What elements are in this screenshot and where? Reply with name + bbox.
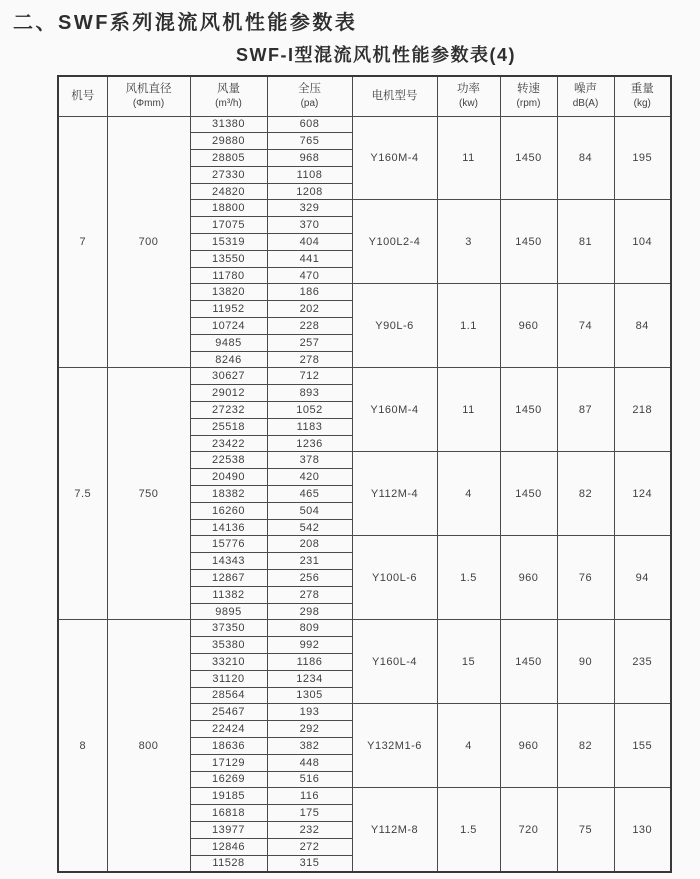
col-header-label: 风机直径 — [125, 83, 172, 96]
motor-model-cell: Y100L2-4 — [352, 200, 437, 284]
airflow-cell: 8246 — [190, 351, 267, 368]
airflow-cell: 11528 — [190, 855, 267, 872]
airflow-cell: 12846 — [190, 838, 267, 855]
col-header-label: 全压 — [298, 83, 321, 96]
pressure-cell: 968 — [267, 150, 352, 167]
power-cell: 11 — [437, 116, 500, 200]
col-header-unit: (Φmm) — [132, 98, 165, 110]
pressure-cell: 382 — [267, 737, 352, 754]
pressure-cell: 257 — [267, 334, 352, 351]
power-cell: 3 — [437, 200, 500, 284]
diameter-cell: 700 — [107, 116, 190, 368]
col-header-unit: (m³/h) — [215, 98, 242, 110]
noise-cell: 82 — [557, 704, 614, 788]
motor-model-cell: Y100L-6 — [352, 536, 437, 620]
power-cell: 1.1 — [437, 284, 500, 368]
airflow-cell: 14136 — [190, 519, 267, 536]
pressure-cell: 208 — [267, 536, 352, 553]
diameter-cell: 800 — [107, 620, 190, 872]
speed-cell: 960 — [500, 284, 557, 368]
airflow-cell: 27232 — [190, 402, 267, 419]
col-header-noise — [557, 76, 614, 116]
airflow-cell: 28805 — [190, 150, 267, 167]
pressure-cell: 256 — [267, 570, 352, 587]
col-header-motor-model — [352, 76, 437, 116]
airflow-cell: 29880 — [190, 133, 267, 150]
airflow-cell: 16818 — [190, 805, 267, 822]
airflow-cell: 27330 — [190, 166, 267, 183]
pressure-cell: 1234 — [267, 670, 352, 687]
pressure-cell: 232 — [267, 821, 352, 838]
airflow-cell: 9485 — [190, 334, 267, 351]
fan-size-cell: 7 — [58, 116, 107, 368]
airflow-cell: 30627 — [190, 368, 267, 385]
airflow-cell: 31380 — [190, 116, 267, 133]
pressure-cell: 404 — [267, 234, 352, 251]
pressure-cell: 202 — [267, 301, 352, 318]
airflow-cell: 25518 — [190, 418, 267, 435]
airflow-cell: 11780 — [190, 267, 267, 284]
pressure-cell: 504 — [267, 502, 352, 519]
motor-model-cell: Y160L-4 — [352, 620, 437, 704]
airflow-cell: 22538 — [190, 452, 267, 469]
airflow-cell: 15776 — [190, 536, 267, 553]
weight-cell: 195 — [614, 116, 671, 200]
pressure-cell: 465 — [267, 486, 352, 503]
speed-cell: 1450 — [500, 620, 557, 704]
diameter-cell: 750 — [107, 368, 190, 620]
weight-cell: 155 — [614, 704, 671, 788]
airflow-cell: 13550 — [190, 250, 267, 267]
airflow-cell: 22424 — [190, 721, 267, 738]
noise-cell: 81 — [557, 200, 614, 284]
airflow-cell: 15319 — [190, 234, 267, 251]
airflow-cell: 13977 — [190, 821, 267, 838]
col-header-label: 机号 — [71, 89, 95, 102]
pressure-cell: 765 — [267, 133, 352, 150]
col-header-unit: dB(A) — [572, 98, 599, 110]
pressure-cell: 542 — [267, 519, 352, 536]
pressure-cell: 272 — [267, 838, 352, 855]
col-header-airflow — [190, 76, 267, 116]
airflow-cell: 35380 — [190, 637, 267, 654]
noise-cell: 87 — [557, 368, 614, 452]
airflow-cell: 18636 — [190, 737, 267, 754]
airflow-cell: 18382 — [190, 486, 267, 503]
col-header-label: 噪声 — [574, 83, 597, 96]
speed-cell: 1450 — [500, 116, 557, 200]
noise-cell: 84 — [557, 116, 614, 200]
col-header-unit: (kg) — [633, 98, 651, 110]
airflow-cell: 25467 — [190, 704, 267, 721]
pressure-cell: 315 — [267, 855, 352, 872]
col-header-weight — [614, 76, 671, 116]
airflow-cell: 11952 — [190, 301, 267, 318]
col-header-label: 重量 — [630, 83, 654, 96]
weight-cell: 104 — [614, 200, 671, 284]
pressure-cell: 378 — [267, 452, 352, 469]
airflow-cell: 24820 — [190, 183, 267, 200]
pressure-cell: 278 — [267, 586, 352, 603]
col-header-label: 功率 — [457, 83, 480, 96]
motor-model-cell: Y132M1-6 — [352, 704, 437, 788]
pressure-cell: 448 — [267, 754, 352, 771]
pressure-cell: 441 — [267, 250, 352, 267]
airflow-cell: 17129 — [190, 754, 267, 771]
power-cell: 1.5 — [437, 536, 500, 620]
motor-model-cell: Y160M-4 — [352, 116, 437, 200]
pressure-cell: 992 — [267, 637, 352, 654]
pressure-cell: 228 — [267, 318, 352, 335]
col-header-label: 电机型号 — [371, 89, 418, 102]
weight-cell: 84 — [614, 284, 671, 368]
weight-cell: 235 — [614, 620, 671, 704]
speed-cell: 1450 — [500, 452, 557, 536]
pressure-cell: 278 — [267, 351, 352, 368]
airflow-cell: 31120 — [190, 670, 267, 687]
airflow-cell: 29012 — [190, 385, 267, 402]
col-header-power — [437, 76, 500, 116]
pressure-cell: 298 — [267, 603, 352, 620]
col-header-unit: (rpm) — [516, 98, 541, 110]
pressure-cell: 1108 — [267, 166, 352, 183]
airflow-cell: 16269 — [190, 771, 267, 788]
pressure-cell: 1052 — [267, 402, 352, 419]
pressure-cell: 1186 — [267, 654, 352, 671]
noise-cell: 76 — [557, 536, 614, 620]
pressure-cell: 116 — [267, 788, 352, 805]
pressure-cell: 370 — [267, 217, 352, 234]
airflow-cell: 17075 — [190, 217, 267, 234]
table-row — [58, 620, 671, 637]
pressure-cell: 193 — [267, 704, 352, 721]
airflow-cell: 13820 — [190, 284, 267, 301]
airflow-cell: 12867 — [190, 570, 267, 587]
power-cell: 4 — [437, 452, 500, 536]
pressure-cell: 712 — [267, 368, 352, 385]
pressure-cell: 1305 — [267, 687, 352, 704]
motor-model-cell: Y90L-6 — [352, 284, 437, 368]
page-title: 二、SWF系列混流风机性能参数表 — [13, 12, 358, 34]
weight-cell: 218 — [614, 368, 671, 452]
noise-cell: 75 — [557, 788, 614, 872]
table-row — [58, 368, 671, 385]
airflow-cell: 14343 — [190, 553, 267, 570]
table-header-row — [58, 76, 671, 116]
speed-cell: 960 — [500, 704, 557, 788]
pressure-cell: 420 — [267, 469, 352, 486]
pressure-cell: 1236 — [267, 435, 352, 452]
power-cell: 15 — [437, 620, 500, 704]
table-subtitle: SWF-I型混流风机性能参数表(4) — [236, 45, 516, 65]
airflow-cell: 28564 — [190, 687, 267, 704]
noise-cell: 82 — [557, 452, 614, 536]
speed-cell: 720 — [500, 788, 557, 872]
airflow-cell: 9895 — [190, 603, 267, 620]
col-header-fan-size — [58, 76, 107, 116]
airflow-cell: 10724 — [190, 318, 267, 335]
airflow-cell: 16260 — [190, 502, 267, 519]
airflow-cell: 19185 — [190, 788, 267, 805]
col-header-unit: (kw) — [459, 98, 478, 110]
col-header-pressure — [267, 76, 352, 116]
pressure-cell: 292 — [267, 721, 352, 738]
pressure-cell: 186 — [267, 284, 352, 301]
motor-model-cell: Y112M-8 — [352, 788, 437, 872]
airflow-cell: 18800 — [190, 200, 267, 217]
pressure-cell: 1183 — [267, 418, 352, 435]
power-cell: 11 — [437, 368, 500, 452]
motor-model-cell: Y112M-4 — [352, 452, 437, 536]
airflow-cell: 11382 — [190, 586, 267, 603]
speed-cell: 1450 — [500, 368, 557, 452]
speed-cell: 1450 — [500, 200, 557, 284]
weight-cell: 124 — [614, 452, 671, 536]
col-header-diameter — [107, 76, 190, 116]
noise-cell: 90 — [557, 620, 614, 704]
pressure-cell: 470 — [267, 267, 352, 284]
fan-size-cell: 7.5 — [58, 368, 107, 620]
power-cell: 4 — [437, 704, 500, 788]
fan-spec-table — [57, 75, 672, 873]
pressure-cell: 809 — [267, 620, 352, 637]
col-header-label: 转速 — [517, 83, 540, 96]
pressure-cell: 329 — [267, 200, 352, 217]
pressure-cell: 516 — [267, 771, 352, 788]
weight-cell: 130 — [614, 788, 671, 872]
fan-size-cell: 8 — [58, 620, 107, 872]
pressure-cell: 1208 — [267, 183, 352, 200]
table-body — [58, 116, 671, 872]
col-header-speed — [500, 76, 557, 116]
col-header-unit: (pa) — [300, 98, 319, 110]
table-row — [58, 116, 671, 133]
speed-cell: 960 — [500, 536, 557, 620]
airflow-cell: 23422 — [190, 435, 267, 452]
pressure-cell: 608 — [267, 116, 352, 133]
pressure-cell: 231 — [267, 553, 352, 570]
weight-cell: 94 — [614, 536, 671, 620]
motor-model-cell: Y160M-4 — [352, 368, 437, 452]
noise-cell: 74 — [557, 284, 614, 368]
power-cell: 1.5 — [437, 788, 500, 872]
col-header-label: 风量 — [217, 83, 240, 96]
pressure-cell: 893 — [267, 385, 352, 402]
airflow-cell: 33210 — [190, 654, 267, 671]
airflow-cell: 20490 — [190, 469, 267, 486]
pressure-cell: 175 — [267, 805, 352, 822]
airflow-cell: 37350 — [190, 620, 267, 637]
